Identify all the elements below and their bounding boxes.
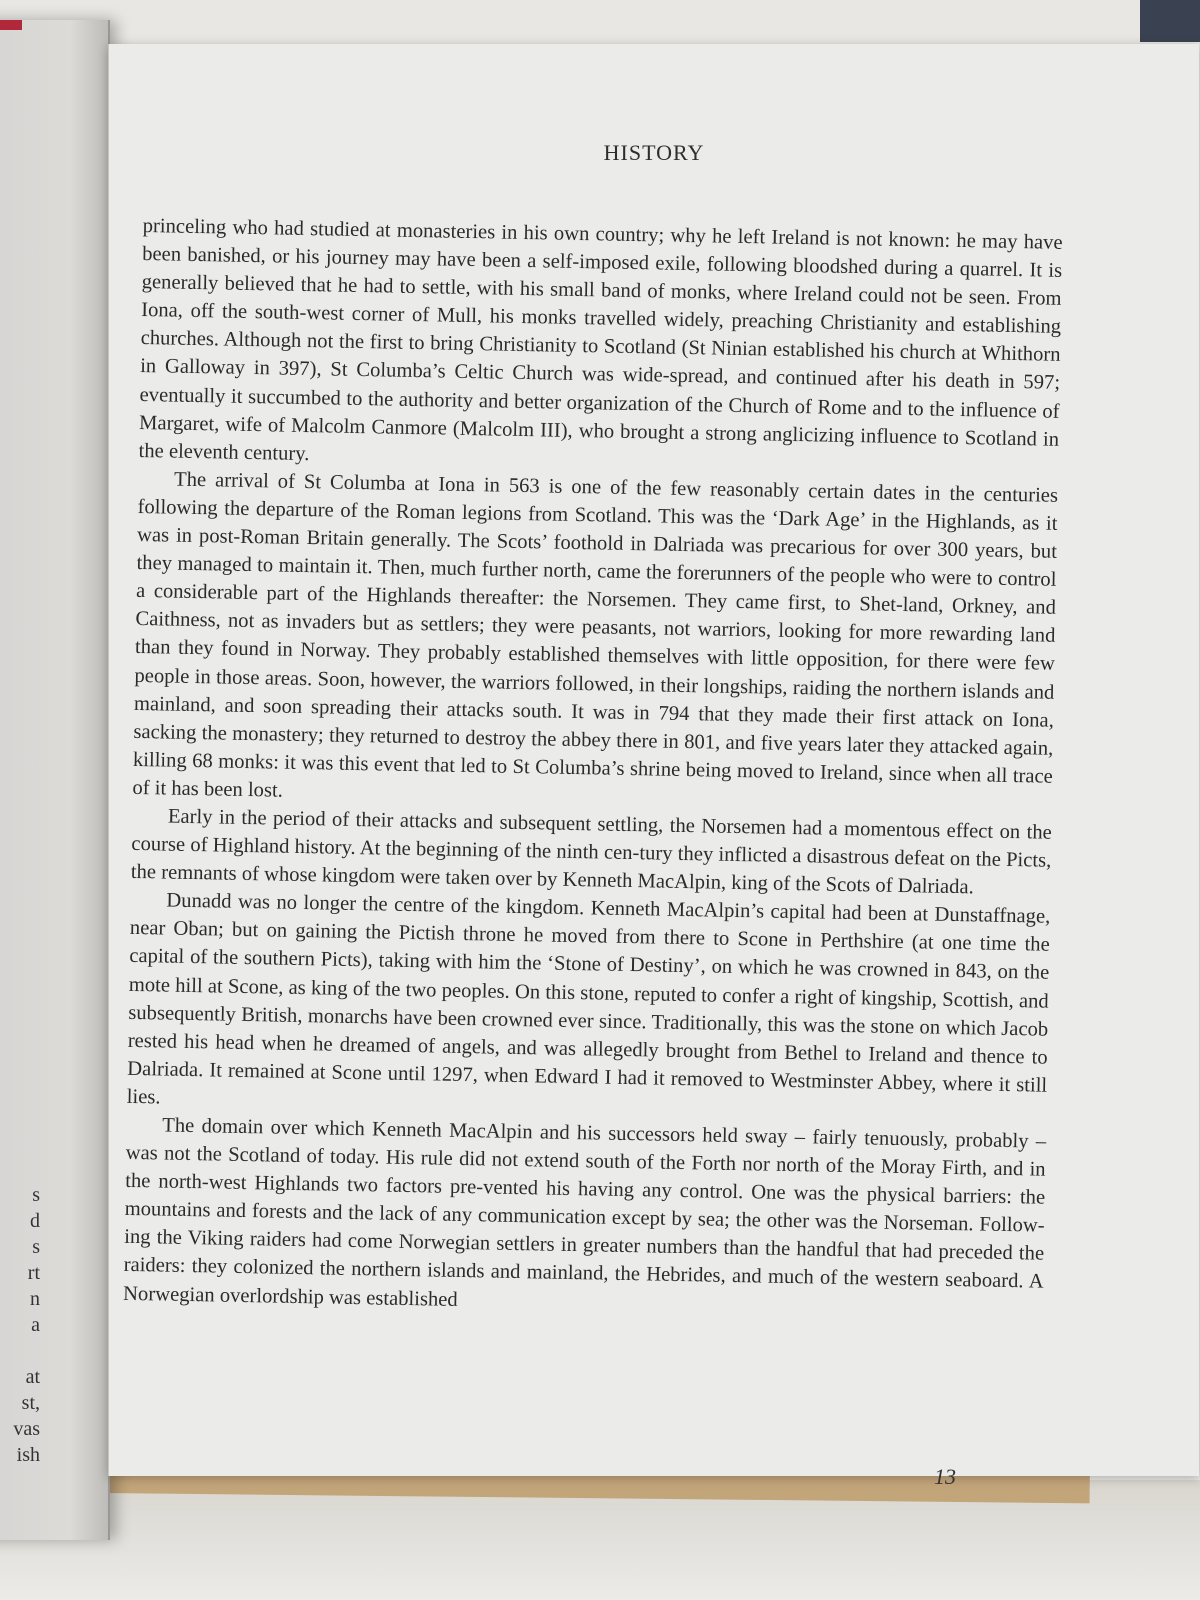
paragraph-3: Early in the period of their attacks and subsequent settling, the Norsemen had a momentous effect on the course of Highland history. At the beginning of the ninth cen-tury they inflicted a disastrous defeat on the Picts, the remnants of whose kingdom were taken over by Kenneth MacAlpin, king of the Scots of Dalriada. [130, 805, 1052, 899]
paragraph-5: The domain over which Kenneth MacAlpin and his successors held sway – fairly tenuously, probably – was not the Scotland of today. His rule did not extend south of the Forth nor north of the Moray Firth, and in the north-west Highlands two factors pre-vented his having any control. One was the physical barriers: the mountains and forests and the lack of any communication except by sea; the other was the Norseman. Follow-ing the Viking raiders had come Norwegian settlers in greater numbers than the handful that had preceded the raiders: they colonized the northern islands and mainland, the Hebrides, and much of the western seaboard. A Norwegian overlordship was established [122, 1114, 1047, 1311]
left-fragment: n [30, 1288, 40, 1310]
left-fragment: ish [16, 1444, 40, 1466]
bookmark-ribbon [0, 20, 22, 30]
left-fragment: s [32, 1236, 40, 1258]
left-fragment: d [30, 1210, 40, 1232]
left-fragment: rt [27, 1262, 40, 1284]
left-fragment: s [32, 1184, 40, 1206]
left-fragment: at [25, 1366, 40, 1388]
body-text [123, 212, 1063, 1324]
paragraph-1: princeling who had studied at monasteries in his own country; why he left Ireland is not known: he may have been banished, or his journey may have been a self-imposed exile, following bloodshed during a quarrel. It is generally believed that he had to settle, with his small band of monks, where Ireland could not be seen. From Iona, off the south-west corner of Mull, his monks travelled widely, preaching Christianity and establishing churches. Although not the first to bring Christianity to Scotland (St Ninian established his church at Whithorn in Galloway in 397), St Columba’s Celtic Church was wide-spread, and continued after his death in 597; eventually it succumbed to the authority and better organization of the Church of Rome and to the influence of Margaret, wife of Malcolm Canmore (Malcolm III), who brought a strong anglicizing influence to Scotland in the eleventh century. [138, 214, 1063, 465]
left-page-text-fragments [0, 1182, 40, 1468]
book-cover-corner [1140, 0, 1200, 42]
left-fragment: vas [13, 1418, 40, 1440]
running-head: HISTORY [603, 140, 705, 165]
left-fragment [0, 1338, 40, 1364]
left-fragment: a [31, 1314, 40, 1336]
right-page [108, 44, 1199, 1489]
paragraph-2: The arrival of St Columba at Iona in 563 is one of the few reasonably certain dates in the centuries following the departure of the Roman legions from Scotland. This was the ‘Dark Age’ in the Highlands, as it was in post-Roman Britain generally. The Scots’ foothold in Dalriada was precarious for over 300 years, but they managed to maintain it. Then, much further north, came the forerunners of the people who were to control a considerable part of the Highlands thereafter: the Norsemen. They came first, to Shet-land, Orkney, and Caithness, not as invaders but as settlers; they were peasants, not warriors, looking for more rewarding land than they found in Norway. They probably established themselves with little opposition, for there were few people in those areas. Soon, however, the warriors followed, in their longships, raiding the northern islands and mainland, and soon spreading their attacks south. It was in 794 that they made their first attack on Iona, sacking the monastery; they returned to destroy the abbey there in 801, and five years later they attacked again, killing 68 monks: it was this event that led to St Columba’s shrine being moved to Ireland, since when all trace of it has been lost. [132, 468, 1059, 802]
page-number: 13 [934, 1464, 956, 1489]
paragraph-4: Dunadd was no longer the centre of the kingdom. Kenneth MacAlpin’s capital had been at Dunstaffnage, near Oban; but on gaining the Pictish throne he moved from there to Scone in Perthshire (at one time the capital of the southern Picts), taking with him the ‘Stone of Destiny’, on which he was crowned in 843, on the mote hill at Scone, as king of the two peoples. On this stone, reputed to confer a right of kingship, Scottish, and subsequently British, monarchs have been crowned ever since. Traditionally, this was the stone on which Jacob rested his head when he dreamed of angels, and was allegedly brought from Bethel to Ireland and thence to Dalriada. It remained at Scone until 1297, when Edward I had it removed to Westminster Abbey, where it still lies. [126, 889, 1051, 1109]
left-fragment: st, [21, 1392, 40, 1414]
